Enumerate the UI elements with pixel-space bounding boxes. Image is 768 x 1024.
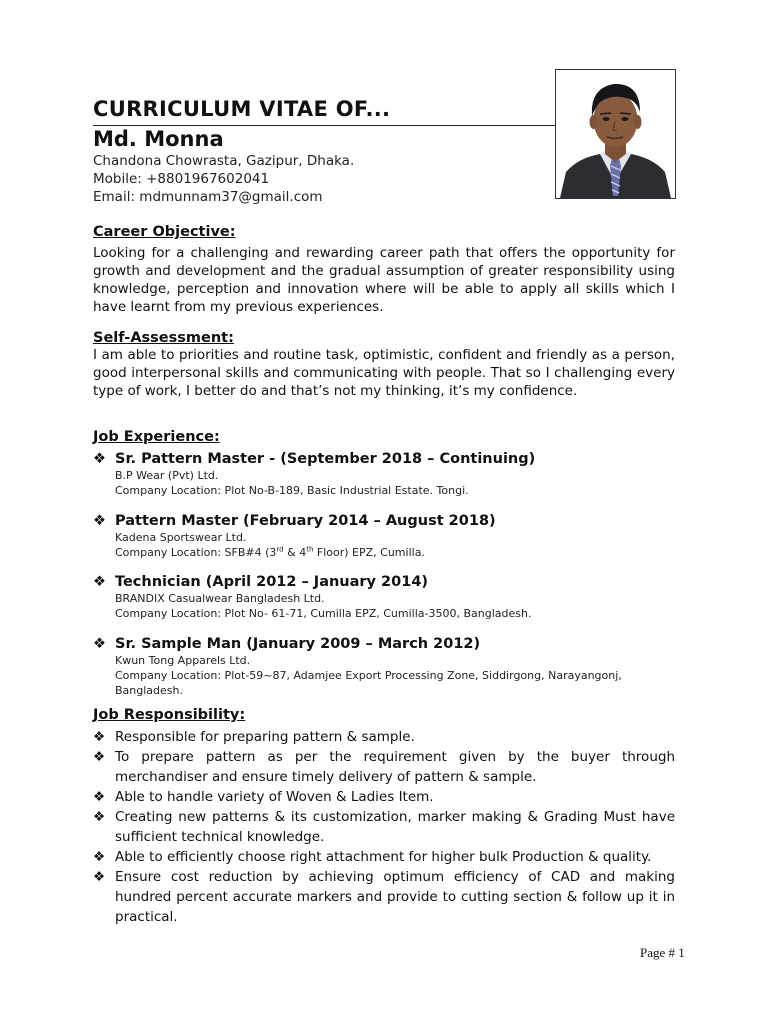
- job-location-suffix: Floor) EPZ, Cumilla.: [316, 546, 425, 559]
- responsibility-text: Able to efficiently choose right attachment for higher bulk Production & quality.: [115, 849, 652, 865]
- diamond-bullet-icon: ❖: [93, 869, 106, 885]
- job-title: [93, 450, 683, 468]
- career-objective-heading: Career Objective:: [93, 224, 236, 240]
- job-location-line2: Bangladesh.: [115, 684, 183, 697]
- responsibility-list: [93, 727, 675, 927]
- job-entry: [93, 573, 683, 621]
- list-item: [93, 807, 675, 847]
- job-company: Kwun Tong Apparels Ltd.: [115, 654, 251, 667]
- job-title: [93, 512, 683, 530]
- diamond-bullet-icon: ❖: [93, 789, 106, 805]
- address-line: Chandona Chowrasta, Gazipur, Dhaka.: [93, 153, 355, 169]
- responsibility-text: To prepare pattern as per the requirement given by the buyer through merchandiser and ensure timely delivery of pattern & sample.: [115, 749, 675, 785]
- job-experience-heading: Job Experience:: [93, 429, 220, 445]
- responsibility-text: Creating new patterns & its customization, marker making & Grading Must have sufficient technical knowledge.: [115, 809, 675, 845]
- mobile-line: Mobile: +8801967602041: [93, 171, 270, 187]
- job-location: Company Location: Plot No- 61-71, Cumilla EPZ, Cumilla-3500, Bangladesh.: [115, 607, 532, 620]
- diamond-bullet-icon: ❖: [93, 729, 106, 745]
- candidate-name: Md. Monna: [93, 127, 224, 151]
- email-line: Email: mdmunnam37@gmail.com: [93, 189, 323, 205]
- self-assessment-heading: Self-Assessment:: [93, 330, 234, 346]
- job-title-text: Sr. Pattern Master - (September 2018 – Continuing): [115, 451, 536, 467]
- page-number: Page # 1: [640, 945, 685, 960]
- job-title: [93, 573, 683, 591]
- profile-photo: [555, 69, 676, 199]
- list-item: [93, 847, 675, 867]
- diamond-bullet-icon: ❖: [93, 574, 106, 590]
- job-location-mid: & 4: [287, 546, 307, 559]
- job-entry: [93, 635, 683, 698]
- diamond-bullet-icon: ❖: [93, 451, 106, 467]
- list-item: [93, 747, 675, 787]
- job-company: B.P Wear (Pvt) Ltd.: [115, 469, 219, 482]
- portrait-image: [556, 70, 675, 198]
- job-company: BRANDIX Casualwear Bangladesh Ltd.: [115, 592, 325, 605]
- job-title-text: Technician (April 2012 – January 2014): [115, 574, 429, 590]
- diamond-bullet-icon: ❖: [93, 513, 106, 529]
- diamond-bullet-icon: ❖: [93, 809, 106, 825]
- contact-block: [93, 152, 354, 206]
- job-entry: [93, 450, 683, 498]
- job-title: [93, 635, 683, 653]
- self-assessment-text: I am able to priorities and routine task, optimistic, confident and friendly as a person, good interpersonal skills and communicating with people. That so I challenging every type of work, I better do and that’s not my thinking, it’s my confidence.: [93, 347, 675, 399]
- job-responsibility-heading: Job Responsibility:: [93, 707, 246, 723]
- list-item: [93, 867, 675, 927]
- responsibility-text: Ensure cost reduction by achieving optimum efficiency of CAD and making hundred percent accurate markers and provide to cutting section & follow up it in practical.: [115, 869, 675, 925]
- job-entry: [93, 512, 683, 560]
- ordinal-suffix: rd: [276, 545, 284, 554]
- document-title: CURRICULUM VITAE OF...: [93, 97, 391, 121]
- responsibility-text: Able to handle variety of Woven & Ladies Item.: [115, 789, 434, 805]
- diamond-bullet-icon: ❖: [93, 849, 106, 865]
- diamond-bullet-icon: ❖: [93, 636, 106, 652]
- job-title-text: Pattern Master (February 2014 – August 2018): [115, 513, 496, 529]
- job-location: Company Location: Plot-59~87, Adamjee Export Processing Zone, Siddirgong, Narayangonj,: [115, 669, 622, 682]
- job-title-text: Sr. Sample Man (January 2009 – March 2012): [115, 636, 481, 652]
- job-company: Kadena Sportswear Ltd.: [115, 531, 247, 544]
- career-objective-text: Looking for a challenging and rewarding career path that offers the opportunity for growth and development and the gradual assumption of greater responsibility using knowledge, perception and innovation where will be able to apply all skills which I have learnt from my previous experiences.: [93, 245, 675, 315]
- job-location-prefix: Company Location: SFB#4 (3: [115, 546, 277, 559]
- list-item: [93, 787, 675, 807]
- responsibility-text: Responsible for preparing pattern & sample.: [115, 729, 415, 745]
- diamond-bullet-icon: ❖: [93, 749, 106, 765]
- job-location: [115, 545, 683, 560]
- ordinal-suffix: th: [306, 545, 314, 554]
- job-location: Company Location: Plot No-B-189, Basic Industrial Estate. Tongi.: [115, 484, 469, 497]
- list-item: [93, 727, 675, 747]
